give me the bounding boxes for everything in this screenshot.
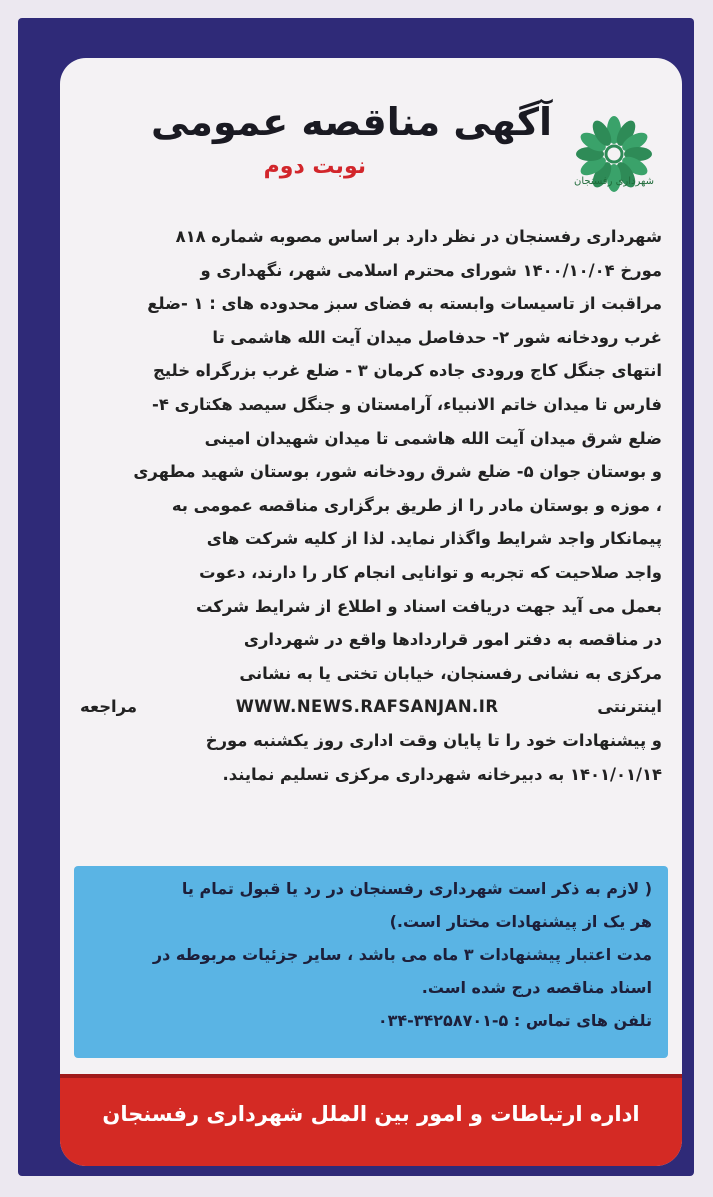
ad-frame	[18, 18, 694, 1176]
note-line: ( لازم به ذکر است شهرداری رفسنجان در رد یا قبول تمام یا	[181, 879, 652, 898]
note-text	[90, 872, 652, 1037]
body-line: پیمانکار واجد شرایط واگذار نماید. لذا از کلیه شرکت های	[206, 529, 662, 549]
logo-caption: شهرداری رفسنجان	[574, 176, 654, 187]
footer-text: اداره ارتباطات و امور بین الملل شهرداری رفسنجان	[102, 1102, 640, 1126]
body-line: در مناقصه به دفتر امور قراردادها واقع در شهرداری	[243, 630, 662, 650]
contact-phone: تلفن های تماس : ۵-۳۴۲۵۸۷۰۱-۰۳۴	[377, 1011, 652, 1030]
website-link[interactable]: WWW.NEWS.RAFSANJAN.IR	[235, 697, 499, 717]
body-line: شهرداری رفسنجان در نظر دارد بر اساس مصوبه شماره ۸۱۸	[175, 227, 662, 246]
body-line: ، موزه و بوستان مادر را از طریق برگزاری مناقصه عمومی به	[171, 495, 662, 515]
notice-title: آگهی مناقصه عمومی	[150, 100, 552, 144]
body-line: ۱۴۰۱/۰۱/۱۴ به دبیرخانه شهرداری مرکزی تسلیم نمایند.	[222, 764, 662, 784]
body-line: مورخ ۱۴۰۰/۱۰/۰۴ شورای محترم اسلامی شهر، نگهداری و	[200, 260, 662, 280]
refer-label: مراجعه	[80, 697, 137, 717]
note-line: اسناد مناقصه درج شده است.	[421, 978, 652, 997]
body-line: و بوستان جوان ۵- ضلع شرق رودخانه شور، بوستان شهید مطهری	[133, 462, 662, 482]
notice-subtitle: نوبت دوم	[263, 154, 366, 179]
note-box	[74, 866, 668, 1058]
body-line: فارس تا میدان خاتم الانبیاء، آرامستان و جنگل سیصد هکتاری ۴-	[152, 394, 662, 414]
notice-body	[80, 220, 662, 791]
municipality-emblem-icon	[568, 94, 660, 214]
body-line: واجد صلاحیت که تجربه و توانایی انجام کار را دارند، دعوت	[199, 562, 662, 582]
note-line: مدت اعتبار پیشنهادات ۳ ماه می باشد ، سایر جزئیات مربوطه در	[152, 945, 652, 964]
body-line: انتهای جنگل کاج ورودی جاده کرمان ۳ - ضلع غرب بزرگراه خلیج	[153, 361, 662, 381]
body-line: بعمل می آید جهت دریافت اسناد و اطلاع از شرایط شرکت	[195, 596, 662, 616]
internet-label: اینترنتی	[597, 697, 662, 717]
footer-banner	[60, 1074, 682, 1166]
body-line: غرب رودخانه شور ۲- حدفاصل میدان آیت الله هاشمی تا	[212, 327, 662, 347]
note-line: هر یک از پیشنهادات مختار است.)	[389, 912, 652, 931]
body-line: مراقبت از تاسیسات وابسته به فضای سبز محدوده های : ۱ -ضلع	[147, 294, 662, 314]
body-line: ضلع شرق میدان آیت الله هاشمی تا میدان شهیدان امینی	[204, 428, 662, 448]
body-line: مرکزی به نشانی رفسنجان، خیابان تختی یا به نشانی	[239, 663, 662, 683]
website-line	[80, 690, 662, 724]
notice-header	[60, 58, 682, 206]
tender-notice-card	[60, 58, 682, 1166]
body-line: و پیشنهادات خود را تا پایان وقت اداری روز یکشنبه مورخ	[205, 730, 662, 750]
